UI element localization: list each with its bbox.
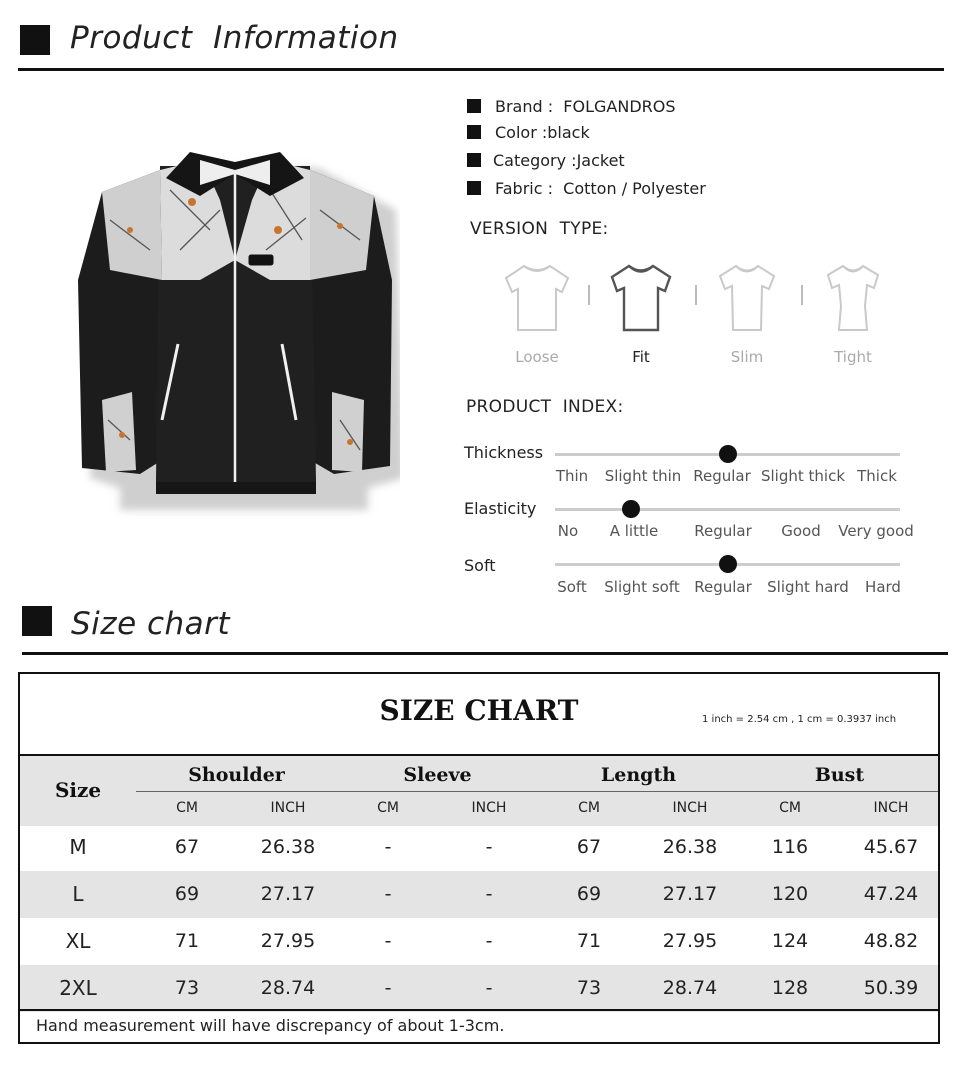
value-cell: 71 <box>576 930 602 952</box>
tick: Soft <box>557 578 587 596</box>
size-cell: M <box>69 835 87 859</box>
value-cell: - <box>384 883 392 905</box>
value-cell: 26.38 <box>662 836 718 858</box>
version-separator <box>588 285 590 305</box>
tshirt-slim-icon <box>714 262 780 334</box>
tick: Very good <box>838 522 914 540</box>
size-chart-title: SIZE CHART <box>379 694 579 727</box>
tick: Slight hard <box>767 578 849 596</box>
value-cell: 120 <box>771 883 809 905</box>
attr-fabric <box>467 178 706 200</box>
bullet-square-icon <box>467 153 481 167</box>
bullet-square-icon <box>467 125 481 139</box>
tshirt-loose-icon <box>504 262 570 334</box>
header-subdivider <box>136 791 938 792</box>
value-cell: 71 <box>174 930 200 952</box>
size-chart-table <box>18 672 940 1044</box>
size-chart-footnote: Hand measurement will have discrepancy of about 1-3cm. <box>36 1016 505 1035</box>
tick: Regular <box>693 467 751 485</box>
header-divider <box>18 68 944 71</box>
tick: Thin <box>555 467 589 485</box>
tick: Slight thick <box>760 467 846 485</box>
conversion-note: 1 inch = 2.54 cm , 1 cm = 0.3937 inch <box>702 714 897 725</box>
attr-brand <box>467 96 676 118</box>
tick: Good <box>781 522 821 540</box>
tshirt-fit-icon <box>608 262 674 334</box>
value-cell: 28.74 <box>662 977 718 999</box>
version-tight <box>813 262 893 366</box>
value-cell: - <box>485 836 493 858</box>
group-shoulder: Shoulder <box>188 764 285 786</box>
attr-category-text: Category :Jacket <box>493 151 625 170</box>
size-cell: 2XL <box>59 976 97 1000</box>
version-tight-label: Tight <box>834 348 872 366</box>
table-row <box>20 918 938 965</box>
value-cell: 67 <box>174 836 200 858</box>
version-loose <box>497 262 577 366</box>
attr-brand-text: Brand : FOLGANDROS <box>495 97 676 116</box>
table-row <box>20 965 938 1012</box>
tick: Hard <box>865 578 901 596</box>
value-cell: 45.67 <box>863 836 919 858</box>
version-type-label: VERSION TYPE: <box>470 219 609 239</box>
value-cell: - <box>485 930 493 952</box>
value-cell: 48.82 <box>863 930 919 952</box>
group-length: Length <box>600 764 677 786</box>
unit-label: CM <box>779 800 801 816</box>
size-cell: XL <box>65 929 91 953</box>
value-cell: 67 <box>576 836 602 858</box>
value-cell: 50.39 <box>863 977 919 999</box>
unit-label: INCH <box>672 800 708 816</box>
version-slim-label: Slim <box>730 348 764 366</box>
index-elasticity-name: Elasticity <box>464 499 537 518</box>
value-cell: 69 <box>576 883 602 905</box>
size-chart-section-title: Size chart <box>71 606 231 642</box>
size-cell: L <box>72 882 84 906</box>
footer-divider <box>20 1009 938 1011</box>
index-thickness-knob <box>719 445 737 463</box>
value-cell: 47.24 <box>863 883 919 905</box>
header-square-icon <box>20 25 50 55</box>
index-elasticity-knob <box>622 500 640 518</box>
tick: Thick <box>857 467 897 485</box>
tick: Regular <box>694 578 752 596</box>
index-soft-name: Soft <box>464 556 496 575</box>
unit-label: CM <box>377 800 399 816</box>
value-cell: - <box>485 977 493 999</box>
product-index-label: PRODUCT INDEX: <box>466 397 624 417</box>
jacket-product-image <box>70 130 400 520</box>
version-slim <box>707 262 787 366</box>
attr-color <box>467 122 590 144</box>
version-fit-label: Fit <box>632 348 650 366</box>
tick: Regular <box>694 522 752 540</box>
unit-label: INCH <box>873 800 909 816</box>
unit-label: CM <box>176 800 198 816</box>
attr-fabric-text: Fabric : Cotton / Polyester <box>495 179 706 198</box>
version-loose-label: Loose <box>515 348 559 366</box>
bullet-square-icon <box>467 181 481 195</box>
value-cell: - <box>384 836 392 858</box>
bullet-square-icon <box>467 99 481 113</box>
value-cell: 27.95 <box>260 930 316 952</box>
version-separator <box>801 285 803 305</box>
unit-label: INCH <box>270 800 306 816</box>
version-fit <box>601 262 681 366</box>
table-row <box>20 824 938 871</box>
table-row <box>20 871 938 918</box>
unit-label: CM <box>578 800 600 816</box>
tick: Slight soft <box>604 578 680 596</box>
value-cell: - <box>384 977 392 999</box>
group-sleeve: Sleeve <box>403 764 472 786</box>
value-cell: 27.95 <box>662 930 718 952</box>
value-cell: - <box>384 930 392 952</box>
value-cell: 73 <box>174 977 200 999</box>
version-separator <box>695 285 697 305</box>
value-cell: 124 <box>771 930 809 952</box>
size-column-header: Size <box>54 778 102 802</box>
header-divider <box>22 652 948 655</box>
index-thickness-name: Thickness <box>464 443 544 462</box>
value-cell: 27.17 <box>260 883 316 905</box>
value-cell: 28.74 <box>260 977 316 999</box>
unit-label: INCH <box>471 800 507 816</box>
table-header <box>20 754 938 826</box>
tshirt-tight-icon <box>820 262 886 334</box>
group-bust: Bust <box>814 764 865 786</box>
value-cell: 27.17 <box>662 883 718 905</box>
attr-category <box>467 150 625 172</box>
value-cell: 73 <box>576 977 602 999</box>
tick: A little <box>609 522 659 540</box>
tick: Slight thin <box>604 467 682 485</box>
index-soft-knob <box>719 555 737 573</box>
product-info-title: Product Information <box>70 20 399 56</box>
tick: No <box>557 522 579 540</box>
value-cell: 116 <box>771 836 809 858</box>
header-square-icon <box>22 606 52 636</box>
value-cell: 128 <box>771 977 809 999</box>
value-cell: 26.38 <box>260 836 316 858</box>
value-cell: 69 <box>174 883 200 905</box>
index-elasticity-track <box>555 508 900 511</box>
value-cell: - <box>485 883 493 905</box>
attr-color-text: Color :black <box>495 123 590 142</box>
